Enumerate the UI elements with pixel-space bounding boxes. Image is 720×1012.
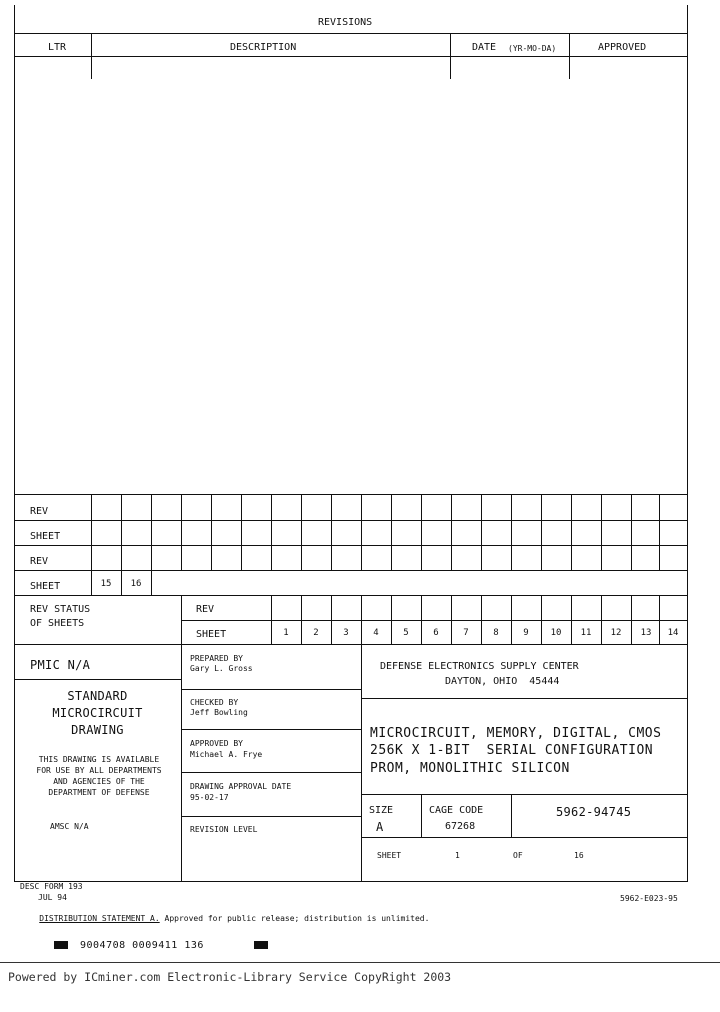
row-label-sheet: SHEET xyxy=(30,581,61,592)
checked-by-label: CHECKED BY xyxy=(190,698,239,707)
sheet-number: 15 xyxy=(100,579,112,589)
sheet-total: 16 xyxy=(574,851,584,860)
rev-label: REV xyxy=(196,604,215,615)
availability-line: DEPARTMENT OF DEFENSE xyxy=(48,788,150,797)
cage-code-value: 67268 xyxy=(445,821,476,832)
prepared-by-name: Gary L. Gross xyxy=(190,664,253,673)
row-label-rev: REV xyxy=(30,556,49,567)
size-label: SIZE xyxy=(369,805,394,816)
ltr-column-header: LTR xyxy=(48,42,67,53)
cage-code-label: CAGE CODE xyxy=(429,805,484,816)
barcode-text: 9004708 0009411 136 xyxy=(80,940,204,951)
description-column-header: DESCRIPTION xyxy=(230,42,297,53)
agency-address: DAYTON, OHIO 45444 xyxy=(445,676,560,687)
row-label-sheet: SHEET xyxy=(30,531,61,542)
drawing-number: 5962-94745 xyxy=(556,805,632,819)
prepared-by-label: PREPARED BY xyxy=(190,654,243,663)
checked-by-name: Jeff Bowling xyxy=(190,708,248,717)
approval-date-label: DRAWING APPROVAL DATE xyxy=(190,782,292,791)
sheet-number: 3 xyxy=(343,628,349,638)
of-sheets-label: OF SHEETS xyxy=(30,618,85,629)
barcode-block-icon xyxy=(254,941,268,949)
agency-name: DEFENSE ELECTRONICS SUPPLY CENTER xyxy=(380,661,579,672)
approval-date-value: 95-02-17 xyxy=(190,793,229,802)
drawing-title-line: PROM, MONOLITHIC SILICON xyxy=(370,761,570,776)
sheet-number: 11 xyxy=(580,628,592,638)
availability-line: THIS DRAWING IS AVAILABLE xyxy=(38,755,160,764)
date-column-header: DATE xyxy=(472,42,497,53)
revisions-title: REVISIONS xyxy=(318,17,373,28)
sheet-number: 4 xyxy=(373,628,379,638)
form-id: 5962-E023-95 xyxy=(620,894,678,903)
amsc-label: AMSC N/A xyxy=(50,822,89,831)
row-label-rev: REV xyxy=(30,506,49,517)
form-number: DESC FORM 193 xyxy=(20,882,83,891)
distribution-statement-label: DISTRIBUTION STATEMENT A. xyxy=(39,914,160,923)
sheet-value: 1 xyxy=(455,851,460,860)
powered-by-text: Powered by ICminer.com Electronic-Library Service CopyRight 2003 xyxy=(8,970,452,984)
approved-by-label: APPROVED BY xyxy=(190,739,243,748)
revision-level-label: REVISION LEVEL xyxy=(190,825,258,834)
barcode-block-icon xyxy=(54,941,68,949)
drawing-line: DRAWING xyxy=(71,723,124,737)
standard-line: STANDARD xyxy=(67,689,128,703)
of-label: OF xyxy=(513,851,523,860)
availability-line: FOR USE BY ALL DEPARTMENTS xyxy=(36,766,162,775)
availability-line: AND AGENCIES OF THE xyxy=(53,777,145,786)
pmic-label: PMIC N/A xyxy=(30,658,91,672)
drawing-title-line: 256K X 1-BIT SERIAL CONFIGURATION xyxy=(370,743,654,758)
approved-by-name: Michael A. Frye xyxy=(190,750,263,759)
sheet-label: SHEET xyxy=(377,851,402,860)
sheet-number: 14 xyxy=(667,628,679,638)
sheet-number: 12 xyxy=(610,628,622,638)
sheet-number: 1 xyxy=(283,628,289,638)
sheet-label: SHEET xyxy=(196,629,227,640)
sheet-number: 10 xyxy=(550,628,562,638)
sheet-number: 8 xyxy=(493,628,499,638)
date-format-label: (YR-MO-DA) xyxy=(508,44,557,53)
sheet-number: 7 xyxy=(463,628,469,638)
form-date: JUL 94 xyxy=(38,893,67,902)
sheet-number: 9 xyxy=(523,628,529,638)
distribution-statement-text: Approved for public release; distribution is unlimited. xyxy=(159,914,430,923)
sheet-number: 5 xyxy=(403,628,409,638)
sheet-number: 13 xyxy=(640,628,652,638)
size-value: A xyxy=(376,820,384,834)
sheet-number: 16 xyxy=(130,579,142,589)
drawing-title-line: MICROCIRCUIT, MEMORY, DIGITAL, CMOS xyxy=(370,726,662,741)
sheet-number: 2 xyxy=(313,628,319,638)
microcircuit-line: MICROCIRCUIT xyxy=(52,706,143,720)
sheet-number: 6 xyxy=(433,628,439,638)
rev-status-label: REV STATUS xyxy=(30,604,91,615)
approved-column-header: APPROVED xyxy=(598,42,647,53)
